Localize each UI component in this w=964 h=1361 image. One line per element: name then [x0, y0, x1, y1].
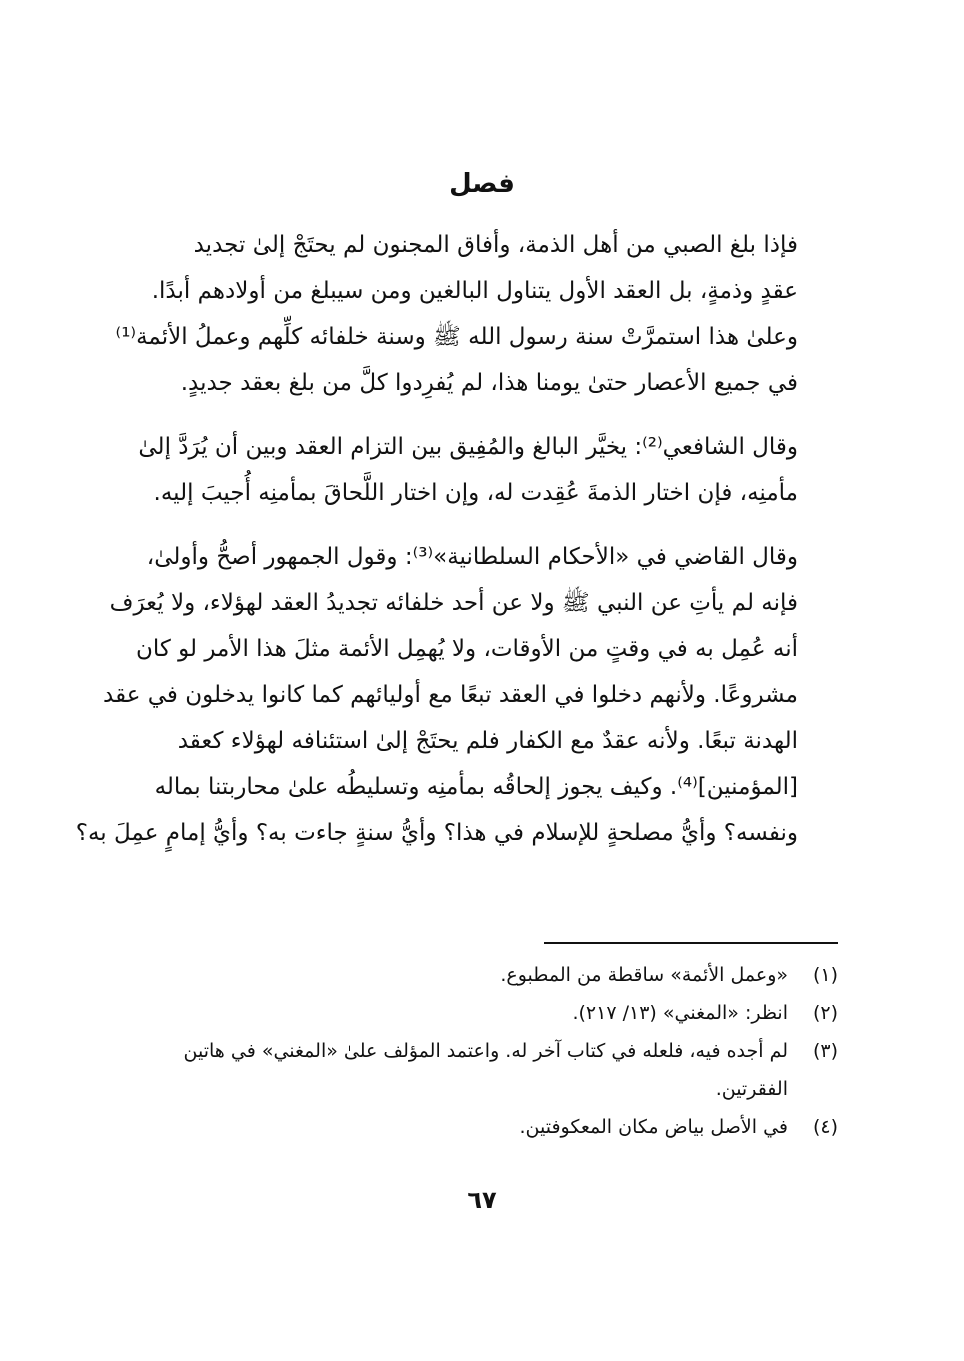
text-line: [المؤمنين]⁽⁴⁾. وكيف يجوز إلحاقُه بمأمنِه وتسليطُه علىٰ محاربتنا بماله [154, 774, 798, 800]
footnote-number: (١) [812, 964, 838, 986]
text-line: وقال القاضي في «الأحكام السلطانية»⁽³⁾: وقول الجمهور أصحُّ وأولىٰ، [146, 544, 798, 570]
footnotes [126, 956, 838, 1146]
footnote-text: لم أجده فيه، فلعله في كتاب آخر له. واعتمد المؤلف علىٰ «المغني» في هاتين الفقرتين. [183, 1040, 788, 1100]
footnote-number: (٣) [812, 1040, 838, 1062]
footnote-3 [126, 1032, 838, 1108]
main-text [75, 222, 838, 874]
text-line: أنه عُمِل به في وقتٍ من الأوقات، ولا يُهمِل الأئمة مثلَ هذا الأمر لو كان [135, 636, 798, 662]
paragraph-1 [115, 222, 838, 406]
paragraph-2 [128, 424, 838, 516]
text-line: الهدنة تبعًا. ولأنه عقدٌ مع الكفار فلم يحتَجْ إلىٰ استئنافه لهؤلاء كعقد [177, 728, 798, 754]
footnote-text: انظر: «المغني» (١٣/ ٢١٧). [572, 1002, 788, 1024]
section-heading: فصل [449, 169, 515, 199]
footnote-4 [126, 1108, 838, 1146]
text-line: وقال الشافعي⁽²⁾: يخيَّر البالغ والمُفِيق بين التزام العقد وبين أن يُرَدَّ إلىٰ [138, 434, 798, 460]
paragraph-3 [75, 534, 838, 856]
footnote-text: «وعمل الأئمة» ساقطة من المطبوع. [500, 964, 788, 986]
footnote-number: (٢) [812, 1002, 838, 1024]
footnote-text: في الأصل بياض مكان المعكوفتين. [519, 1116, 788, 1138]
text-line: مشروعًا. ولأنهم دخلوا في العقد تبعًا مع أوليائهم كما كانوا يدخلون في عقد [103, 682, 798, 708]
footnote-1 [126, 956, 838, 994]
text-line: ونفسه؟ وأيُّ مصلحةٍ للإسلام في هذا؟ وأيُّ سنةٍ جاءت به؟ وأيُّ إمامٍ عمِلَ به؟ [75, 820, 798, 846]
text-line: مأمنِه، فإن اختار الذمةَ عُقِدت له، وإن اختار اللَّحاقَ بمأمنِه أُجيبَ إليه. [153, 480, 798, 506]
text-line: فإذا بلغ الصبي من أهل الذمة، وأفاق المجنون لم يحتَجْ إلىٰ تجديد [193, 232, 798, 258]
page-number: ٦٧ [467, 1186, 497, 1214]
text-line: عقدٍ وذمةٍ، بل العقد الأول يتناول البالغين ومن سيبلغ من أولادهم أبدًا. [151, 278, 798, 304]
text-line: فإنه لم يأتِ عن النبي ﷺ ولا عن أحد خلفائه تجديدُ العقد لهؤلاء، ولا يُعرَف [109, 590, 798, 616]
text-line: وعلىٰ هذا استمرَّتْ سنة رسول الله ﷺ وسنة خلفائه كلِّهم وعملُ الأئمة⁽¹⁾ [115, 324, 798, 350]
footnote-2 [126, 994, 838, 1032]
footnote-number: (٤) [812, 1116, 838, 1138]
text-line: في جميع الأعصار حتىٰ يومنا هذا، لم يُفرِدوا كلَّ من بلغ بعقد جديدٍ. [180, 370, 798, 396]
footnote-separator [544, 942, 838, 944]
